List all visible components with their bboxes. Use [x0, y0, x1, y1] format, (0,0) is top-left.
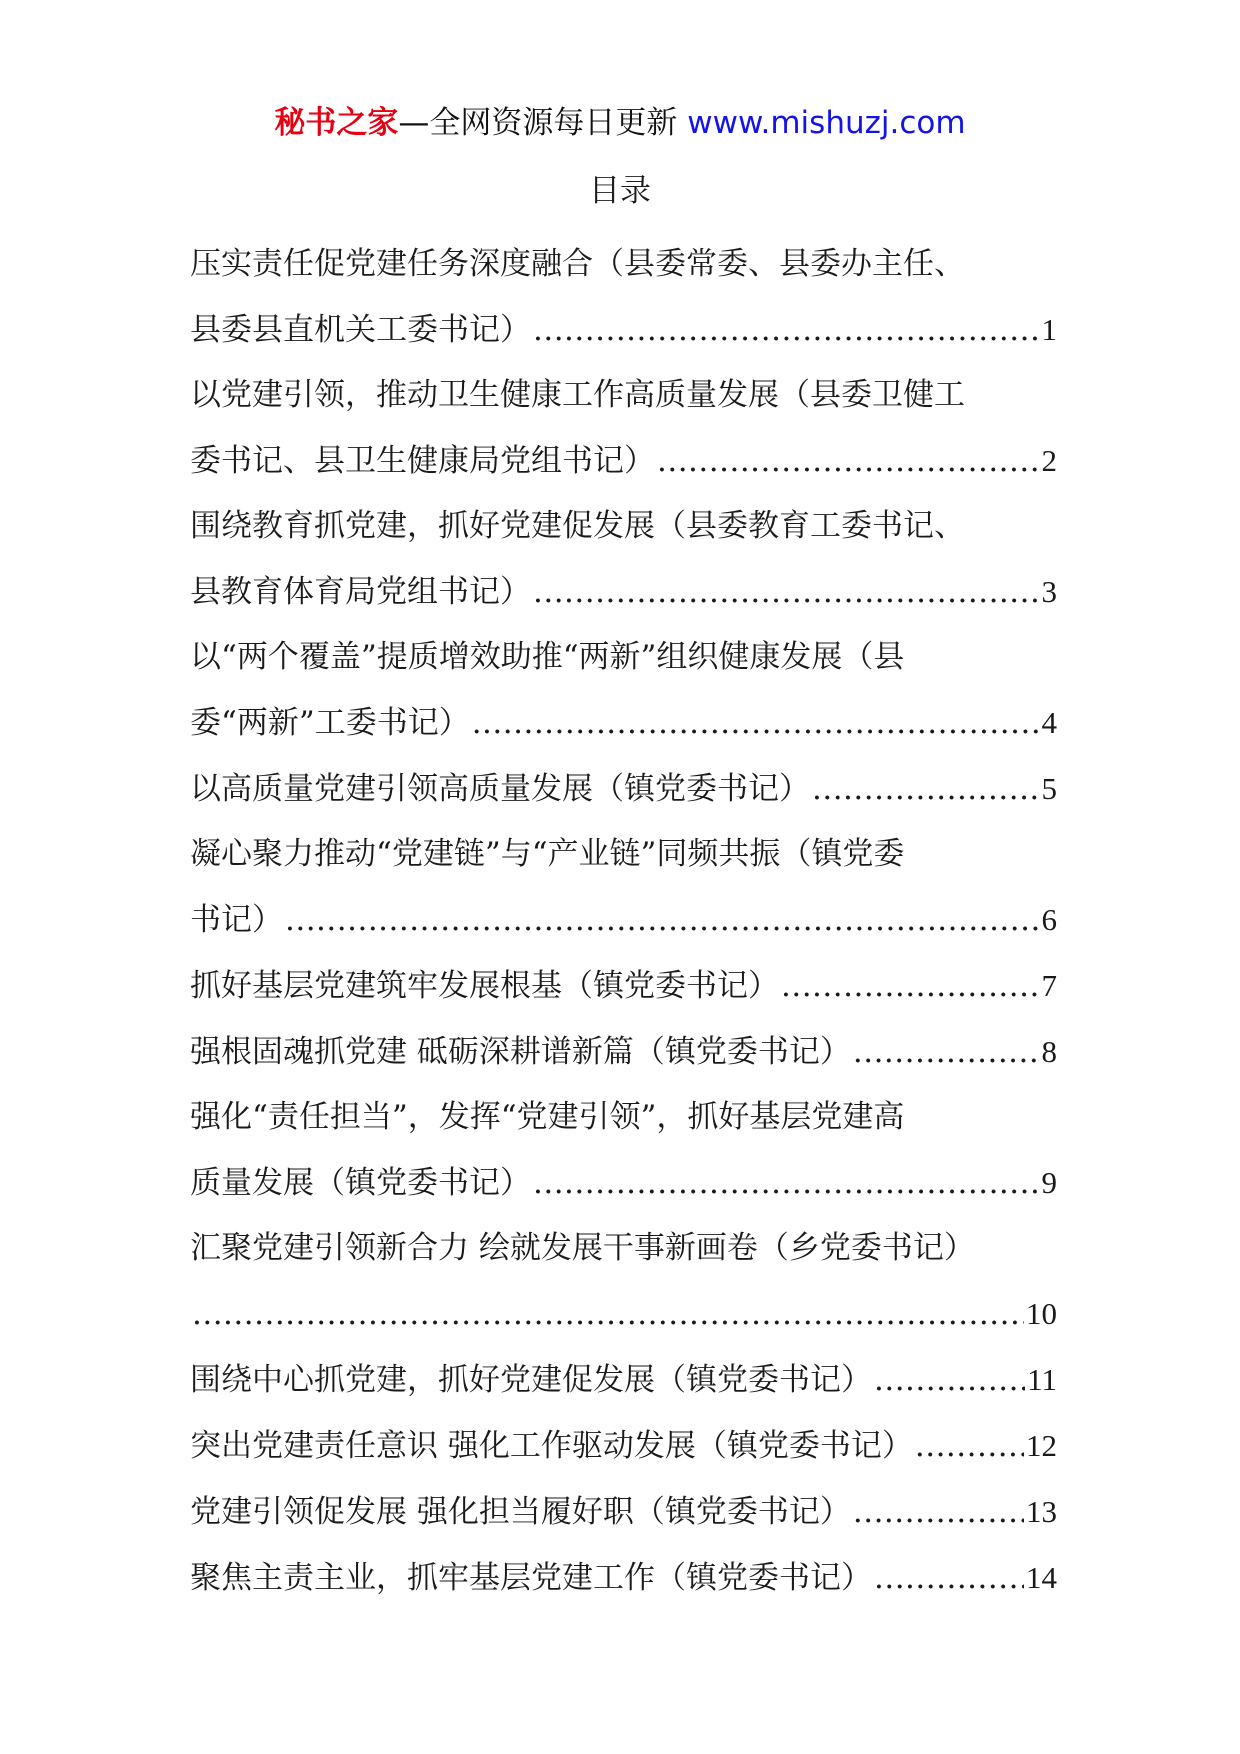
- toc-entry[interactable]: [190, 756, 1057, 822]
- toc-entry-title-line: 压实责任促党建任务深度融合（县委常委、县委办主任、: [190, 246, 965, 282]
- toc-page-number: 11: [1027, 1362, 1057, 1397]
- toc-page-number: 3: [1041, 574, 1057, 609]
- toc-entry-title-line: 凝心聚力推动“党建链”与“产业链”同频共振（镇党委: [190, 836, 905, 872]
- toc-title: 目录: [589, 173, 651, 209]
- toc-entry-title-line: 县教育体育局党组书记）: [190, 574, 531, 610]
- toc-entry-title-line: 强根固魂抓党建 砥砺深耕谱新篇（镇党委书记）: [190, 1034, 851, 1070]
- toc-entry[interactable]: [190, 822, 1057, 953]
- toc-entry-title-line: 党建引领促发展 强化担当履好职（镇党委书记）: [190, 1494, 851, 1530]
- toc-page-number: 6: [1041, 902, 1057, 937]
- toc-entry-title-line: 县委县直机关工委书记）: [190, 312, 531, 348]
- toc-entry[interactable]: [190, 1347, 1057, 1413]
- dot-leader: [853, 1020, 1040, 1085]
- toc-page-number: 9: [1041, 1165, 1057, 1200]
- dot-leader: [853, 1480, 1024, 1545]
- toc-entry-title-line: 以“两个覆盖”提质增效助推“两新”组织健康发展（县: [190, 639, 905, 675]
- toc-entry[interactable]: [190, 1479, 1057, 1545]
- toc-entry[interactable]: [190, 1413, 1057, 1479]
- site-url-link[interactable]: www.mishuzj.com: [687, 105, 966, 141]
- dot-leader: [533, 298, 1040, 363]
- dot-leader: [915, 1414, 1024, 1479]
- toc-entry-title-line: 突出党建责任意识 强化工作驱动发展（镇党委书记）: [190, 1428, 913, 1464]
- toc-entry[interactable]: [190, 1216, 1057, 1347]
- toc-entry-title-line: 汇聚党建引领新合力 绘就发展干事新画卷（乡党委书记）: [190, 1230, 975, 1266]
- dot-leader: [874, 1348, 1025, 1413]
- toc-entry-title-line: 聚焦主责主业，抓牢基层党建工作（镇党委书记）: [190, 1560, 872, 1596]
- toc-page-number: 2: [1041, 443, 1057, 478]
- toc-page-number: 14: [1026, 1560, 1057, 1595]
- toc-page-number: 10: [1026, 1296, 1057, 1331]
- dot-leader: [285, 888, 1040, 953]
- toc-page-number: 4: [1041, 705, 1057, 740]
- toc-page-number: 7: [1041, 968, 1057, 1003]
- toc-entry-title-line: 围绕中心抓党建，抓好党建促发展（镇党委书记）: [190, 1362, 872, 1398]
- toc-page-number: 12: [1026, 1428, 1057, 1463]
- toc-entry-title-line: 强化“责任担当”，发挥“党建引领”，抓好基层党建高: [190, 1099, 905, 1135]
- dot-leader: [533, 1151, 1040, 1216]
- toc-page-number: 5: [1041, 771, 1057, 806]
- toc-entry[interactable]: [190, 1019, 1057, 1085]
- dot-leader: [472, 691, 1040, 756]
- dot-leader: [812, 757, 1040, 822]
- toc-entry[interactable]: [190, 1545, 1057, 1611]
- dot-leader: [781, 954, 1040, 1019]
- toc-entry-title-line: 抓好基层党建筑牢发展根基（镇党委书记）: [190, 968, 779, 1004]
- toc-entry-title-line: 以高质量党建引领高质量发展（镇党委书记）: [190, 771, 810, 807]
- toc-entry[interactable]: [190, 363, 1057, 494]
- toc-entry[interactable]: [190, 494, 1057, 625]
- banner-slogan: 全网资源每日更新: [429, 105, 678, 141]
- dot-leader: [874, 1546, 1024, 1611]
- banner-dash: —: [398, 105, 430, 141]
- toc-page-number: 1: [1041, 312, 1057, 347]
- toc-entry-title-line: 质量发展（镇党委书记）: [190, 1165, 531, 1201]
- dot-leader: [533, 560, 1040, 625]
- toc-entry[interactable]: [190, 232, 1057, 363]
- toc-entry-title-line: 书记）: [190, 902, 283, 938]
- toc-page-number: 13: [1026, 1494, 1057, 1529]
- toc-entry-title-line: 委“两新”工委书记）: [190, 705, 470, 741]
- toc-entry[interactable]: [190, 953, 1057, 1019]
- toc-entry-title-line: 围绕教育抓党建，抓好党建促发展（县委教育工委书记、: [190, 508, 965, 544]
- toc-entry[interactable]: [190, 625, 1057, 756]
- dot-leader: [192, 1282, 1024, 1347]
- toc-page-number: 8: [1041, 1034, 1057, 1069]
- site-banner: [0, 100, 1240, 146]
- toc-entry[interactable]: [190, 1085, 1057, 1216]
- dot-leader: [657, 429, 1040, 494]
- table-of-contents: [190, 232, 1057, 1611]
- brand-name: 秘书之家: [274, 105, 399, 141]
- toc-entry-title-line: 以党建引领，推动卫生健康工作高质量发展（县委卫健工: [190, 377, 965, 413]
- toc-entry-title-line: 委书记、县卫生健康局党组书记）: [190, 443, 655, 479]
